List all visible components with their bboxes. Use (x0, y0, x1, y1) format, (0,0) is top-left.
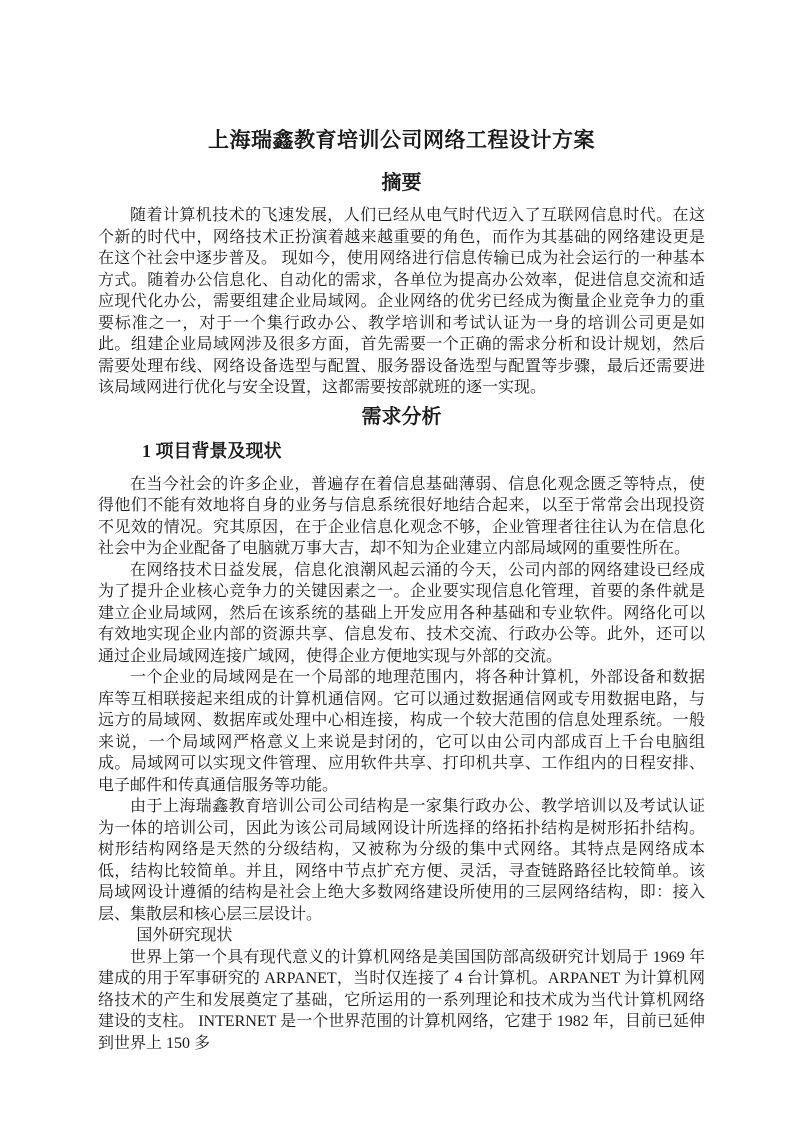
abstract-heading: 摘要 (381, 172, 422, 194)
body-paragraph-lan-definition: 一个企业的局域网是在一个局部的地理范围内，将各种计算机，外部设备和数据库等互相联接起来组成的计算机通信网。它可以通过数据通信网或专用数据电路，与远方的局域网、数据库或处理中心相连接，构成一个较大范围的信息处理系统。一般来说，一个局域网严格意义上来说是封闭的，它可以由公司内部成百上千台电脑组成。局域网可以实现文件管理、应用软件共享、打印机共享、工作组内的日程安排、电子邮件和传真通信服务等功能。 (98, 669, 705, 794)
requirements-heading: 需求分析 (361, 405, 442, 428)
body-paragraph-background: 在当今社会的许多企业，普遍存在着信息基础薄弱、信息化观念匮乏等特点，使得他们不能有效地将自身的业务与信息系统很好地结合起来，以至于常常会出现投资不见效的情况。究其原因，在于企业信息化观念不够，企业管理者往往认为在信息化社会中为企业配备了电脑就万事大吉，却不知为企业建立内部局域网的重要性所在。 (98, 475, 705, 557)
foreign-research-subheading: 国外研究现状 (136, 927, 233, 944)
document-title: 上海瑞鑫教育培训公司网络工程设计方案 (208, 128, 595, 152)
section-1-heading: 1 项目背景及现状 (142, 440, 282, 461)
abstract-paragraph: 随着计算机技术的飞速发展，人们已经从电气时代迈入了互联网信息时代。在这个新的时代中，网络技术正扮演着越来越重要的角色，而作为其基础的网络建设更是在这个社会中逐步普及。 现如今，使用网络进行信息传输已成为社会运行的一种基本方式。随着办公信息化、自动化的需求，各单位为提高办公效率，促进信息交流和适应现代化办公，需要组建企业局域网。企业网络的优劣已经成为衡量企业竞争力的重要标准之一，对于一个集行政办公、教学培训和考试认证为一身的培训公司更是如此。组建企业局域网涉及很多方面，首先需要一个正确的需求分析和设计规划，然后需要处理布线、网络设备选型与配置、服务器设备选型与配置等步骤，最后还需要进该局域网进行优化与安全设置，这都需要按部就班的逐一实现。 (98, 207, 705, 396)
body-paragraph-arpanet-history: 世界上第一个具有现代意义的计算机网络是美国国防部高级研究计划局于 1969 年建成的用于军事研究的 ARPANET，当时仅连接了 4 台计算机。ARPANET 为计算机网络技术的产生和发展奠定了基础，它所运用的一系列理论和技术成为当代计算机网络建设的支柱。 INTERNET 是一个世界范围的计算机网络，它建于 1982 年，目前已延伸到世界上 150 多 (98, 948, 705, 1052)
body-paragraph-topology: 由于上海瑞鑫教育培训公司公司结构是一家集行政办公、教学培训以及考试认证为一体的培训公司，因此为该公司局域网设计所选择的络拓扑结构是树形拓扑结构。树形结构网络是天然的分级结构，又被称为分级的集中式网络。其特点是网络成本低，结构比较简单。并且，网络中节点扩充方便、灵活，寻查链路路径比较简单。该局域网设计遵循的结构是社会上绝大多数网络建设所使用的三层网络结构，即：接入层、集散层和核心层三层设计。 (98, 798, 705, 923)
body-paragraph-network-trend: 在网络技术日益发展，信息化浪潮风起云涌的今天，公司内部的网络建设已经成为了提升企业核心竞争力的关键因素之一。企业要实现信息化管理，首要的条件就是建立企业局域网，然后在该系统的基础上开发应用各种基础和专业软件。网络化可以有效地实现企业内部的资源共享、信息发布、技术交流、行政办公等。此外，还可以通过企业局域网连接广域网，使得企业方便地实现与外部的交流。 (98, 561, 705, 665)
